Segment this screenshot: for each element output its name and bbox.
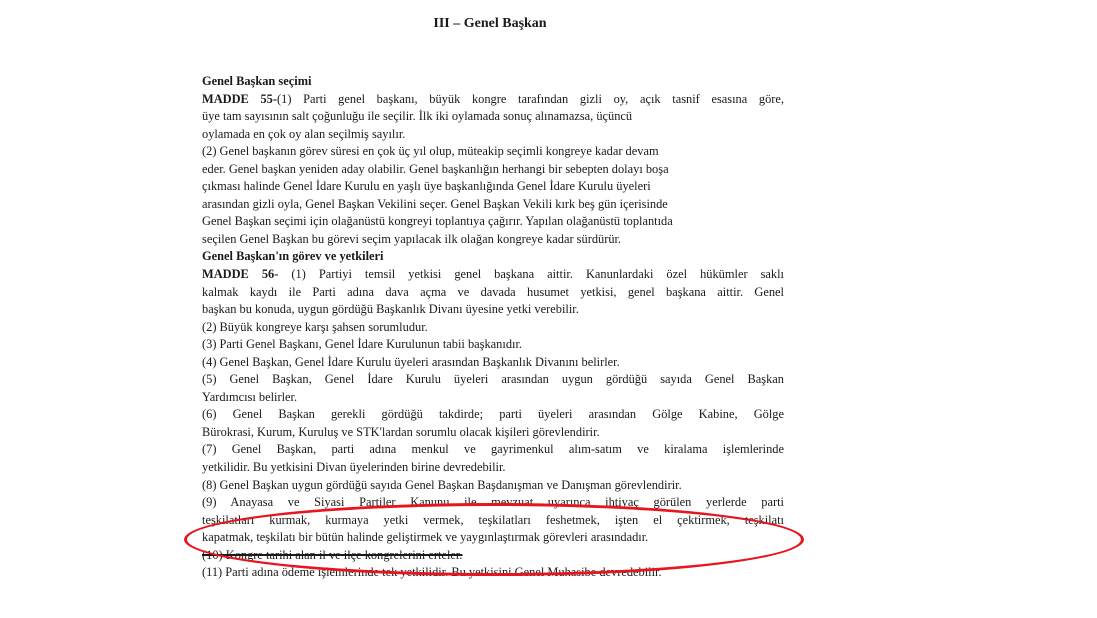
- text-line: [202, 477, 784, 495]
- line-text: (3) Parti Genel Başkanı, Genel İdare Kurulunun tabii başkanıdır.: [202, 337, 523, 352]
- line-text: Genel Başkan seçimi: [202, 74, 312, 88]
- line-text: oylamada en çok oy alan seçilmiş sayılır.: [202, 126, 406, 141]
- text-line: [202, 406, 784, 424]
- text-line: [202, 371, 784, 389]
- text-line: [202, 494, 784, 512]
- line-text: (9) Anayasa ve Siyasi Partiler Kanunu ile mevzuat uyarınca ihtiyaç görülen yerlerde parti: [202, 495, 784, 510]
- line-text: Bürokrasi, Kurum, Kuruluş ve STK'lardan sorumlu olacak kişileri görevlendirir.: [202, 424, 600, 439]
- section-title: III – Genel Başkan: [433, 16, 547, 31]
- article-number: MADDE 55-: [202, 91, 277, 106]
- text-line: [202, 547, 784, 565]
- text-line: [202, 529, 784, 547]
- line-text: teşkilatları kurmak, kurmaya yetki vermek, teşkilatları feshetmek, işten el çektirmek, teşkilatı: [202, 512, 784, 527]
- text-line: [202, 213, 784, 231]
- text-line: [202, 284, 784, 302]
- text-line: [202, 126, 784, 144]
- text-line: [202, 424, 784, 442]
- text-line: [202, 459, 784, 477]
- line-text: (4) Genel Başkan, Genel İdare Kurulu üyeleri arasından Başkanlık Divanını belirler.: [202, 354, 620, 369]
- line-text: (2) Büyük kongreye karşı şahsen sorumludur.: [202, 319, 428, 334]
- line-text: (1) Partiyi temsil yetkisi genel başkana aittir. Kanunlardaki özel hükümler saklı: [278, 267, 784, 282]
- line-text: (1) Parti genel başkanı, büyük kongre tarafından gizli oy, açık tasnif esasına göre,: [277, 91, 784, 106]
- text-line: [202, 108, 784, 126]
- line-text: (2) Genel başkanın görev süresi en çok üç yıl olup, müteakip seçimli kongreye kadar devam: [202, 144, 659, 159]
- line-text: kalmak kaydı ile Parti adına dava açma ve davada husumet yetkisi, genel başkana aittir. Genel: [202, 284, 784, 299]
- line-text: (5) Genel Başkan, Genel İdare Kurulu üyeleri arasından uygun gördüğü sayıda Genel Başkan: [202, 372, 784, 387]
- line-text: yetkilidir. Bu yetkisini Divan üyelerinden birine devredebilir.: [202, 460, 506, 475]
- line-text: (7) Genel Başkan, parti adına menkul ve gayrimenkul alım-satım ve kiralama işlemlerinde: [202, 442, 784, 457]
- article-heading: [202, 248, 784, 266]
- text-line: [202, 354, 784, 372]
- text-line: [202, 301, 784, 319]
- line-text: başkan bu konuda, uygun gördüğü Başkanlık Divanı üyesine yetki verebilir.: [202, 302, 579, 317]
- text-line: [202, 143, 784, 161]
- text-line: [202, 196, 784, 214]
- text-line: [202, 564, 784, 582]
- line-text: (8) Genel Başkan uygun gördüğü sayıda Genel Başkan Başdanışman ve Danışman görevlendirir.: [202, 477, 682, 492]
- line-text: üye tam sayısının salt çoğunluğu ile seçilir. İlk iki oylamada sonuç alınamazsa, üçüncü: [202, 109, 633, 124]
- text-line: [202, 512, 784, 530]
- article-number: MADDE 56-: [202, 267, 279, 282]
- text-line: [202, 231, 784, 249]
- line-text: (11) Parti adına ödeme işlemlerinde tek yetkilidir. Bu yetkisini Genel Muhasibe devredebilir.: [202, 565, 662, 580]
- line-text: arasından gizli oyla, Genel Başkan Vekilini seçer. Genel Başkan Vekili kırk beş gün içerisinde: [202, 196, 668, 211]
- text-line: [202, 389, 784, 407]
- text-line: [202, 336, 784, 354]
- text-line: [202, 441, 784, 459]
- line-text: eder. Genel başkan yeniden aday olabilir. Genel başkanlığın herhangi bir sebepten dolayı boşa: [202, 161, 669, 176]
- line-text: (6) Genel Başkan gerekli gördüğü takdirde; parti üyeleri arasından Gölge Kabine, Gölge: [202, 407, 784, 422]
- line-text: Yardımcısı belirler.: [202, 389, 298, 404]
- struck-text: (10) Kongre tarihi alan il ve ilçe kongrelerini erteler.: [202, 547, 463, 562]
- document-body: [202, 73, 784, 582]
- line-text: Genel Başkan'ın görev ve yetkileri: [202, 249, 384, 264]
- line-text: Genel Başkan seçimi için olağanüstü kongreyi toplantıya çağırır. Yapılan olağanüstü toplantıda: [202, 214, 673, 229]
- text-line: [202, 266, 784, 284]
- line-text: seçilen Genel Başkan bu görevi seçim yapılacak ilk olağan kongreye kadar sürdürür.: [202, 231, 622, 246]
- text-line: [202, 178, 784, 196]
- line-text: çıkması halinde Genel İdare Kurulu en yaşlı üye başkanlığında Genel İdare Kurulu üyeleri: [202, 179, 651, 194]
- text-line: [202, 319, 784, 337]
- text-line: [202, 161, 784, 179]
- line-text: kapatmak, teşkilatı bir bütün halinde geliştirmek ve yaygınlaştırmak görevleri arasındadır.: [202, 530, 649, 545]
- article-heading: [202, 73, 784, 91]
- text-line: [202, 91, 784, 109]
